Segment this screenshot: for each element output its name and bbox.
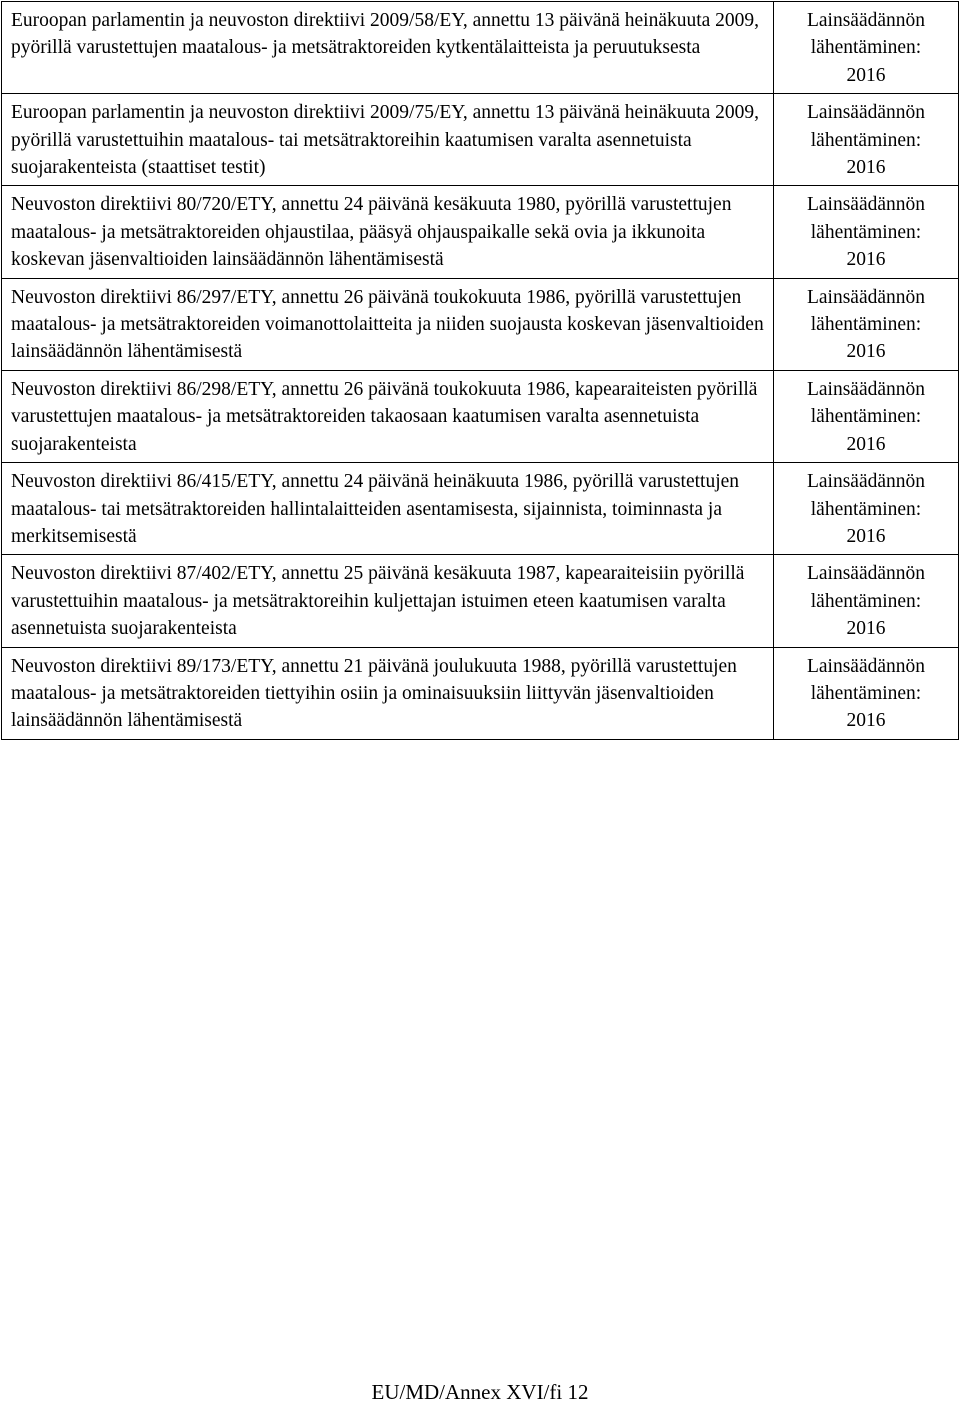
status-year: 2016	[846, 433, 886, 455]
legislation-table	[1, 1, 959, 740]
status-type: lähentäminen:	[810, 406, 922, 428]
status-cell	[774, 186, 959, 278]
status-type: lähentäminen:	[810, 498, 922, 520]
status-cell	[774, 370, 959, 462]
table-row	[2, 555, 959, 647]
status-label: Lainsäädännön	[806, 10, 926, 31]
directive-description: Neuvoston direktiivi 86/298/ETY, annettu 26 päivänä toukokuuta 1986, kapearaiteisten pyörillä varustettujen maatalous- ja metsätraktoreiden takaosaan kaatumisen varalta asennetuista suojarakenteista	[2, 370, 774, 462]
directive-description: Neuvoston direktiivi 89/173/ETY, annettu 21 päivänä joulukuuta 1988, pyörillä varustettujen maatalous- ja metsätraktoreiden tiettyihin osiin ja ominaisuuksiin liittyvän jäsenvaltioiden lainsäädännön lähentämisestä	[2, 647, 774, 739]
table-row	[2, 2, 959, 94]
directive-description: Neuvoston direktiivi 86/415/ETY, annettu 24 päivänä heinäkuuta 1986, pyörillä varustettujen maatalous- tai metsätraktoreiden hallintalaitteiden asentamisesta, sijainnista, toiminnasta ja merkitsemisestä	[2, 463, 774, 555]
status-label: Lainsäädännön	[806, 102, 926, 124]
table-row	[2, 463, 959, 555]
status-year: 2016	[846, 618, 886, 640]
directive-description: Euroopan parlamentin ja neuvoston direktiivi 2009/75/EY, annettu 13 päivänä heinäkuuta 2009, pyörillä varustettuihin maatalous- tai metsätraktoreihin kaatumisen varalta asennetuista suojarakenteista (staattiset testit)	[2, 94, 774, 186]
status-label: Lainsäädännön	[806, 471, 926, 493]
status-cell	[774, 94, 959, 186]
status-type: lähentäminen:	[810, 314, 922, 336]
status-type: lähentäminen:	[810, 129, 922, 151]
status-cell	[774, 2, 959, 94]
status-cell	[774, 555, 959, 647]
status-label: Lainsäädännön	[806, 194, 926, 216]
status-year: 2016	[846, 157, 886, 179]
status-type: lähentäminen:	[810, 37, 922, 59]
status-label: Lainsäädännön	[806, 655, 926, 677]
table-row	[2, 94, 959, 186]
legislation-table-body	[2, 2, 959, 740]
status-year: 2016	[846, 64, 886, 86]
directive-description: Neuvoston direktiivi 86/297/ETY, annettu 26 päivänä toukokuuta 1986, pyörillä varustettujen maatalous- ja metsätraktoreiden voimanottolaitteita ja niiden suojausta koskevan jäsenvaltioiden lainsäädännön lähentämisestä	[2, 278, 774, 370]
status-label: Lainsäädännön	[806, 563, 926, 585]
status-year: 2016	[846, 249, 886, 271]
table-row	[2, 278, 959, 370]
status-label: Lainsäädännön	[806, 378, 926, 400]
table-row	[2, 370, 959, 462]
status-label: Lainsäädännön	[806, 286, 926, 308]
status-type: lähentäminen:	[810, 682, 922, 704]
status-cell	[774, 278, 959, 370]
directive-description: Neuvoston direktiivi 80/720/ETY, annettu 24 päivänä kesäkuuta 1980, pyörillä varustettujen maatalous- ja metsätraktoreiden ohjaustilaa, pääsyä ohjauspaikalle sekä ovia ja ikkunoita koskevan jäsenvaltioiden lainsäädännön lähentämisestä	[2, 186, 774, 278]
status-year: 2016	[846, 710, 886, 732]
status-cell	[774, 463, 959, 555]
directive-description: Neuvoston direktiivi 87/402/ETY, annettu 25 päivänä kesäkuuta 1987, kapearaiteisiin pyörillä varustettuihin maatalous- ja metsätraktoreihin kuljettajan istuimen eteen kaatumisen varalta asennetuista suojarakenteista	[2, 555, 774, 647]
table-row	[2, 647, 959, 739]
status-year: 2016	[846, 341, 886, 363]
status-type: lähentäminen:	[810, 590, 922, 612]
status-year: 2016	[846, 525, 886, 547]
directive-description: Euroopan parlamentin ja neuvoston direktiivi 2009/58/EY, annettu 13 päivänä heinäkuuta 2009, pyörillä varustettujen maatalous- ja metsätraktoreiden kytkentälaitteista ja peruutuksesta	[2, 2, 774, 94]
status-type: lähentäminen:	[810, 221, 922, 243]
page-footer-reference: EU/MD/Annex XVI/fi 12	[371, 1380, 589, 1404]
status-cell	[774, 647, 959, 739]
table-row	[2, 186, 959, 278]
